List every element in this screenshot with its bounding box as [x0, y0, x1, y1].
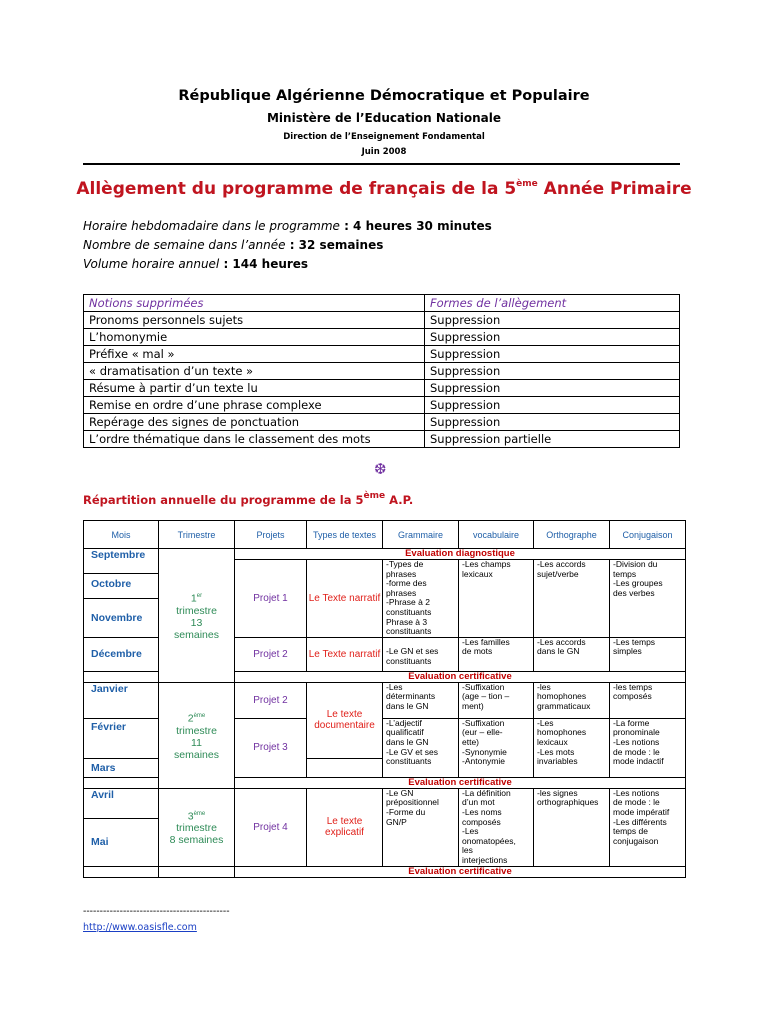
- project-cell: Projet 4: [235, 788, 307, 866]
- trimester-cell-3: [159, 788, 235, 866]
- trimester-weeks-unit: semaines: [174, 628, 219, 641]
- spelling-cell: -Les accords dans le GN: [534, 637, 610, 671]
- month-cell: Décembre: [84, 637, 159, 671]
- spelling-cell: -les signes orthographiques: [534, 788, 610, 866]
- table-row: [84, 380, 680, 397]
- header-direction: Direction de l’Enseignement Fondamental: [283, 132, 485, 142]
- vocabulary-cell: -Les familles de mots: [459, 637, 534, 671]
- col-projets: Projets: [235, 521, 307, 549]
- vocabulary-cell: -Suffixation (age – tion – ment): [459, 682, 534, 718]
- table-row: [84, 431, 680, 448]
- grammar-cell: -Les déterminants dans le GN: [383, 682, 459, 718]
- trimester-sup: ème: [193, 713, 206, 719]
- header-notions: Notions supprimées: [84, 295, 425, 312]
- subtitle-end: A.P.: [385, 492, 414, 507]
- forme-cell: Suppression: [425, 363, 680, 380]
- conjugation-cell: -Les notions de mode : le mode impératif -Les différents temps de conjugaison: [610, 788, 686, 866]
- project-cell: Projet 2: [235, 682, 307, 718]
- flower-ornament-icon: ❆: [374, 461, 387, 478]
- notion-cell: L’ordre thématique dans le classement des mots: [84, 431, 425, 448]
- notion-cell: Repérage des signes de ponctuation: [84, 414, 425, 431]
- info-line-annual-volume: [83, 257, 308, 271]
- forme-cell: Suppression: [425, 380, 680, 397]
- subtitle-main: Répartition annuelle du programme de la 5: [83, 492, 364, 507]
- footer-link[interactable]: http://www.oasisfle.com: [83, 922, 197, 933]
- table-row: [84, 312, 680, 329]
- evaluation-row: Evaluation certificative: [235, 671, 686, 682]
- col-mois: Mois: [84, 521, 159, 549]
- notion-cell: Préfixe « mal »: [84, 346, 425, 363]
- spelling-cell: -Les homophones lexicaux -Les mots invariables: [534, 718, 610, 777]
- trimester-weeks: 8 semaines: [169, 834, 224, 847]
- spelling-cell: -les homophones grammaticaux: [534, 682, 610, 718]
- text-type-cell: Le Texte narratif: [307, 637, 383, 671]
- table-row: [84, 682, 686, 718]
- trimester-sup: ème: [193, 810, 206, 817]
- subtitle-sup: ème: [363, 491, 386, 501]
- header-divider: [83, 163, 680, 165]
- month-cell: Avril: [84, 788, 159, 819]
- info-value: : 4 heures 30 minutes: [339, 219, 492, 233]
- table-row: [84, 363, 680, 380]
- empty-month-cell: [84, 777, 159, 788]
- month-cell: Novembre: [84, 598, 159, 637]
- title-main: Allègement du programme de français de la 5: [76, 179, 517, 199]
- table-header-row: [84, 295, 680, 312]
- forme-cell: Suppression: [425, 329, 680, 346]
- conjugation-cell: -La forme pronominale -Les notions de mode : le mode indactif: [610, 718, 686, 777]
- forme-cell: Suppression: [425, 414, 680, 431]
- title-end: Année Primaire: [537, 179, 692, 199]
- vocabulary-cell: -Suffixation (eur – elle- ette) -Synonymie -Antonymie: [459, 718, 534, 777]
- table-row: [84, 397, 680, 414]
- empty-month-cell: [84, 671, 159, 682]
- info-value: : 32 semaines: [285, 238, 384, 252]
- forme-cell: Suppression: [425, 346, 680, 363]
- trimester-label: trimestre: [176, 822, 217, 835]
- trimester-num: 3: [187, 810, 194, 823]
- info-line-hours-weekly: [83, 219, 492, 233]
- empty-month-cell: [84, 866, 159, 877]
- grammar-cell: -L’adjectif qualificatif dans le GN -Le GV et ses constituants: [383, 718, 459, 777]
- trimester-cell-1: [159, 549, 235, 683]
- forme-cell: Suppression partielle: [425, 431, 680, 448]
- month-cell: Octobre: [84, 574, 159, 599]
- info-label: Volume horaire annuel: [83, 257, 220, 271]
- trimester-label: trimestre: [176, 724, 217, 737]
- notion-cell: Résume à partir d’un texte lu: [84, 380, 425, 397]
- info-label: Nombre de semaine dans l’année: [83, 238, 286, 252]
- evaluation-row: Evaluation certificative: [235, 866, 686, 877]
- table-header-row: [84, 521, 686, 549]
- header-republic: République Algérienne Démocratique et Populaire: [178, 88, 590, 104]
- col-grammaire: Grammaire: [383, 521, 459, 549]
- vocabulary-cell: -Les champs lexicaux: [459, 560, 534, 638]
- grammar-cell: -Le GN et ses constituants: [383, 637, 459, 671]
- info-label: Horaire hebdomadaire dans le programme: [83, 219, 340, 233]
- month-cell: Mai: [84, 819, 159, 866]
- empty-trimester-cell: [159, 866, 235, 877]
- text-type-cell: Le texte documentaire: [307, 682, 383, 758]
- forme-cell: Suppression: [425, 397, 680, 414]
- forme-cell: Suppression: [425, 312, 680, 329]
- table-row: [84, 329, 680, 346]
- document-title: [0, 179, 768, 199]
- trimester-num: 1: [190, 592, 197, 605]
- col-conjugaison: Conjugaison: [610, 521, 686, 549]
- text-type-cell: Le texte explicatif: [307, 788, 383, 866]
- trimester-sup: er: [196, 593, 203, 600]
- conjugation-cell: -Les temps simples: [610, 637, 686, 671]
- table-row: [84, 346, 680, 363]
- conjugation-cell: -les temps composés: [610, 682, 686, 718]
- evaluation-row: Evaluation certificative: [235, 777, 686, 788]
- col-trimestre: Trimestre: [159, 521, 235, 549]
- notion-cell: Remise en ordre d’une phrase complexe: [84, 397, 425, 414]
- project-cell: Projet 2: [235, 637, 307, 671]
- header-formes: Formes de l’allègement: [425, 295, 680, 312]
- info-line-weeks: [83, 238, 383, 252]
- col-orthographe: Orthographe: [534, 521, 610, 549]
- notion-cell: L’homonymie: [84, 329, 425, 346]
- conjugation-cell: -Division du temps -Les groupes des verbes: [610, 560, 686, 638]
- text-type-cell: Le Texte narratif: [307, 560, 383, 638]
- month-cell: Mars: [84, 758, 159, 777]
- month-cell: Février: [84, 718, 159, 758]
- month-cell: Septembre: [84, 549, 159, 574]
- col-types-textes: Types de textes: [307, 521, 383, 549]
- vocabulary-cell: -La définition d’un mot -Les noms composés -Les onomatopées, les interjections: [459, 788, 534, 866]
- header-date: Juin 2008: [361, 147, 407, 157]
- info-value: : 144 heures: [219, 257, 309, 271]
- trimester-weeks: 13: [190, 616, 203, 629]
- annual-program-table: [83, 520, 686, 878]
- project-cell: Projet 1: [235, 560, 307, 638]
- table-row: [84, 788, 686, 819]
- trimester-cell-2: [159, 682, 235, 788]
- empty-type-cell: [307, 758, 383, 777]
- trimester-label: trimestre: [176, 604, 217, 617]
- title-sup: ème: [516, 179, 538, 190]
- notion-cell: « dramatisation d’un texte »: [84, 363, 425, 380]
- table-row: [84, 414, 680, 431]
- spelling-cell: -Les accords sujet/verbe: [534, 560, 610, 638]
- header-ministry: Ministère de l’Education Nationale: [266, 111, 502, 125]
- table-row: [84, 549, 686, 560]
- section-subtitle: [83, 492, 413, 507]
- grammar-cell: -Types de phrases -forme des phrases -Phrase à 2 constituants Phrase à 3 constituants: [383, 560, 459, 638]
- trimester-weeks: 11: [191, 736, 202, 749]
- trimester-num: 2: [187, 712, 194, 725]
- notion-cell: Pronoms personnels sujets: [84, 312, 425, 329]
- col-vocabulaire: vocabulaire: [459, 521, 534, 549]
- trimester-weeks-unit: semaines: [174, 748, 219, 761]
- evaluation-row: Evaluation diagnostique: [235, 549, 686, 560]
- project-cell: Projet 3: [235, 718, 307, 777]
- grammar-cell: -Le GN prépositionnel -Forme du GN/P: [383, 788, 459, 866]
- month-cell: Janvier: [84, 682, 159, 718]
- table-row: [84, 866, 686, 877]
- footer-divider: --------------------------------------------: [83, 906, 230, 917]
- notions-table: [83, 294, 680, 448]
